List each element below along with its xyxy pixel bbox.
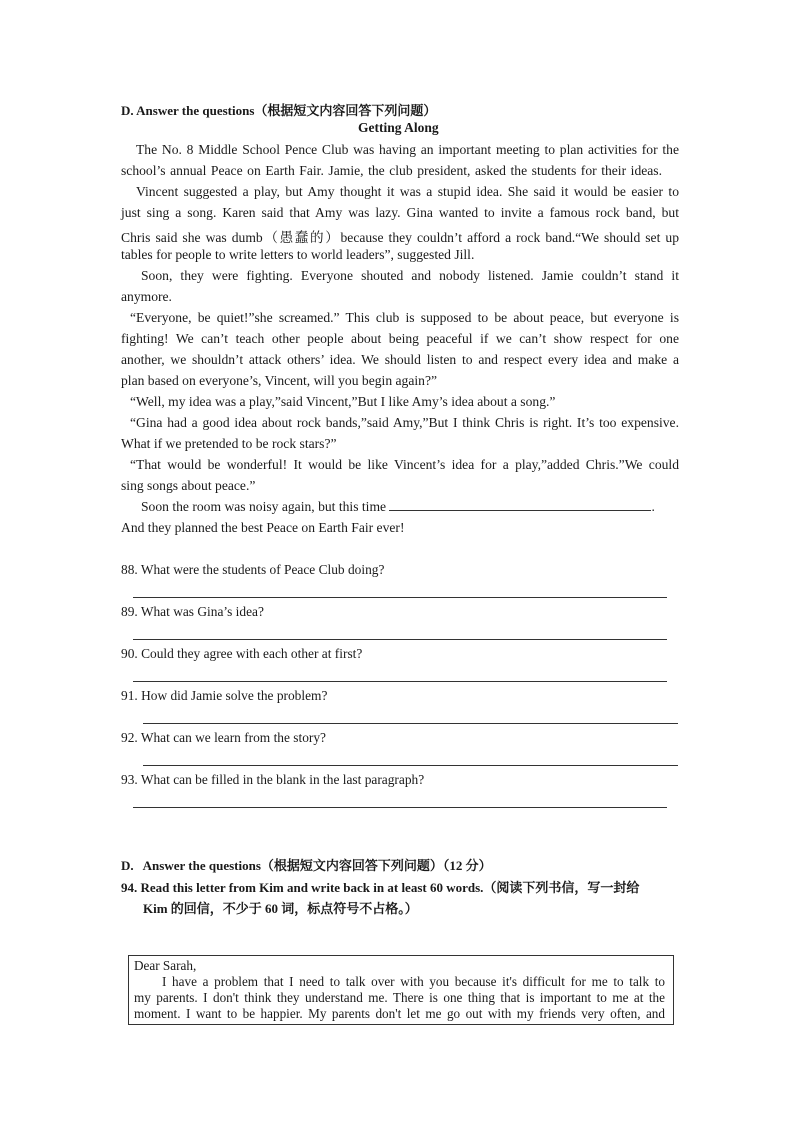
- passage-line: anymore.: [121, 289, 172, 304]
- letter-line: I have a problem that I need to talk over with you because it's difficult for me to talk to: [162, 974, 665, 989]
- question-92: 92. What can we learn from the story?: [121, 730, 326, 745]
- passage-line: The No. 8 Middle School Pence Club was having an important meeting to plan activities for the: [136, 142, 679, 157]
- passage-line: “That would be wonderful! It would be like Vincent’s idea for a play,”added Chris.”We could: [130, 457, 679, 472]
- passage-line: “Gina had a good idea about rock bands,”said Amy,”But I think Chris is right. It’s too expensive.: [130, 415, 679, 430]
- question-88: 88. What were the students of Peace Club doing?: [121, 562, 385, 577]
- section-d-header: [121, 100, 436, 119]
- answer-line-91[interactable]: [143, 723, 678, 724]
- letter-line: moment. I want to be happier. My parents don't let me go out with my friends very often, and: [134, 1006, 665, 1021]
- passage-line: sing songs about peace.”: [121, 478, 256, 493]
- section-d-header-en: D. Answer the questions: [121, 103, 255, 118]
- passage-line: fighting! We can’t teach other people about being peaceful if we can’t show respect for one: [121, 331, 679, 346]
- answer-line-90[interactable]: [133, 681, 667, 682]
- passage-line: Soon, they were fighting. Everyone shouted and nobody listened. Jamie couldn’t stand it: [141, 268, 679, 283]
- passage-line-with-blank: [141, 499, 655, 515]
- writing-section-header: D. Answer the questions（根据短文内容回答下列问题）（12 分）: [121, 858, 492, 873]
- passage-line: school’s annual Peace on Earth Fair. Jamie, the club president, asked the students for their ideas.: [121, 163, 662, 178]
- letter-line: my parents. I don't think they understand me. There is one thing that is important to me at the: [134, 990, 665, 1005]
- passage-line: just sing a song. Karen said that Amy was lazy. Gina wanted to invite a famous rock band, but: [121, 205, 679, 220]
- question-94-line1: 94. Read this letter from Kim and write back in at least 60 words.（阅读下列书信，写一封给: [121, 880, 640, 895]
- question-91: 91. How did Jamie solve the problem?: [121, 688, 328, 703]
- passage-line: tables for people to write letters to world leaders”, suggested Jill.: [121, 247, 475, 262]
- passage-line: another, we shouldn’t attack others’ idea. We should listen to and respect every idea and make a: [121, 352, 679, 367]
- blank-period: .: [651, 499, 655, 514]
- passage-title: Getting Along: [358, 120, 439, 135]
- passage-line: plan based on everyone’s, Vincent, will you begin again?”: [121, 373, 438, 388]
- fill-blank[interactable]: [389, 500, 651, 511]
- question-89: 89. What was Gina’s idea?: [121, 604, 264, 619]
- answer-line-89[interactable]: [133, 639, 667, 640]
- question-90: 90. Could they agree with each other at first?: [121, 646, 363, 661]
- answer-line-92[interactable]: [143, 765, 678, 766]
- passage-line: Soon the room was noisy again, but this time: [141, 499, 387, 514]
- letter-salutation: Dear Sarah,: [134, 958, 197, 973]
- answer-line-93[interactable]: [133, 807, 667, 808]
- passage-line: “Everyone, be quiet!”she screamed.” This club is supposed to be about peace, but everyone is: [130, 310, 679, 325]
- section-d-header-zh: （根据短文内容回答下列问题）: [254, 103, 437, 118]
- passage-line: “Well, my idea was a play,”said Vincent,”But I like Amy’s idea about a song.”: [130, 394, 556, 409]
- passage-line: And they planned the best Peace on Earth Fair ever!: [121, 520, 405, 535]
- question-93: 93. What can be filled in the blank in the last paragraph?: [121, 772, 425, 787]
- passage-line: What if we pretended to be rock stars?”: [121, 436, 337, 451]
- passage-line: Chris said she was dumb（愚蠢的）because they couldn’t afford a rock band.“We should set up: [121, 230, 679, 245]
- question-94-line2: Kim 的回信，不少于 60 词，标点符号不占格。）: [143, 901, 418, 916]
- passage-line: Vincent suggested a play, but Amy thought it was a stupid idea. She said it would be easier to: [136, 184, 679, 199]
- answer-line-88[interactable]: [133, 597, 667, 598]
